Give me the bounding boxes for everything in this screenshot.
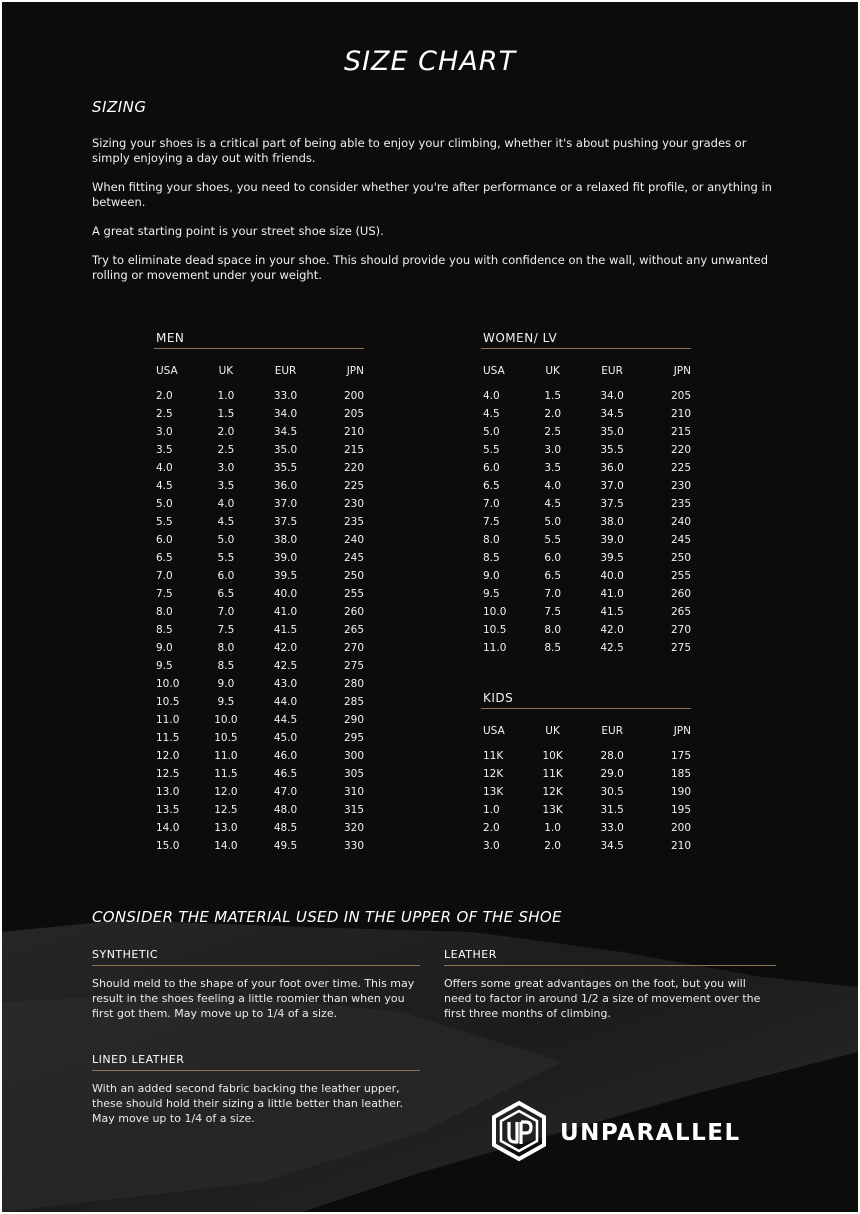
table-cell: 42.5 [600, 642, 624, 654]
intro-paragraph: Sizing your shoes is a critical part of being able to enjoy your climbing, whether it's about pushing your grades or simply enjoying a day out with friends. [92, 136, 747, 165]
table-cell: 35.0 [600, 426, 624, 438]
table-cell: 230 [670, 480, 691, 492]
table-cell: 41.0 [273, 606, 298, 618]
table-cell: 260 [343, 606, 364, 618]
table-cell: 29.0 [600, 768, 624, 780]
table-row [154, 603, 364, 621]
table-cell: 320 [343, 822, 364, 834]
table-cell: 45.0 [273, 732, 298, 744]
table-cell: 42.5 [273, 660, 298, 672]
intro-paragraph: A great starting point is your street shoe size (US). [92, 224, 384, 238]
table-cell: 14.0 [156, 822, 180, 834]
column-header: EUR [274, 365, 297, 377]
table-row [481, 747, 691, 765]
table-cell: 8.0 [544, 624, 562, 636]
column-header: JPN [346, 365, 364, 377]
table-row [481, 819, 691, 837]
table-cell: 39.0 [273, 552, 298, 564]
table-cell: 40.0 [600, 570, 624, 582]
table-cell: 305 [343, 768, 364, 780]
table-cell: 7.0 [217, 606, 235, 618]
table-row [154, 405, 364, 423]
divider [444, 965, 776, 966]
table-cell: 7.5 [544, 606, 562, 618]
table-cell: 10.0 [156, 678, 180, 690]
table-cell: 36.0 [273, 480, 298, 492]
table-row [154, 837, 364, 855]
table-cell: 33.0 [273, 390, 298, 402]
table-cell: 41.0 [600, 588, 624, 600]
table-cell: 10.5 [156, 696, 180, 708]
table-cell: 49.5 [273, 840, 298, 852]
table-cell: 46.0 [273, 750, 298, 762]
table-cell: 36.0 [600, 462, 624, 474]
table-cell: 175 [670, 750, 691, 762]
table-cell: 4.0 [483, 390, 500, 402]
table-cell: 38.0 [273, 534, 298, 546]
intro-paragraph: When fitting your shoes, you need to consider whether you're after performance or a relaxed fit profile, or anything in between. [92, 180, 772, 209]
lined-leather-material-block [92, 1053, 420, 1126]
table-cell: 5.5 [483, 444, 500, 456]
table-cell: 1.0 [217, 390, 235, 402]
table-cell: 13.5 [156, 804, 180, 816]
table-row [154, 441, 364, 459]
table-row [481, 783, 691, 801]
table-row [481, 531, 691, 549]
divider [92, 1070, 420, 1071]
table-cell: 12K [542, 786, 563, 798]
table-row [154, 693, 364, 711]
table-cell: 265 [670, 606, 691, 618]
column-header: USA [156, 365, 178, 377]
table-row [481, 603, 691, 621]
table-cell: 5.0 [544, 516, 562, 528]
table-cell: 42.0 [600, 624, 624, 636]
table-cell: 4.5 [156, 480, 173, 492]
table-cell: 11.5 [214, 768, 238, 780]
table-cell: 46.5 [273, 768, 298, 780]
table-cell: 215 [343, 444, 364, 456]
table-cell: 240 [343, 534, 364, 546]
table-cell: 10K [542, 750, 563, 762]
table-cell: 7.0 [483, 498, 500, 510]
table-cell: 11K [542, 768, 563, 780]
table-row [481, 801, 691, 819]
table-cell: 9.5 [156, 660, 173, 672]
table-cell: 3.5 [156, 444, 173, 456]
table-cell: 4.5 [217, 516, 235, 528]
table-cell: 41.5 [273, 624, 298, 636]
table-row [154, 621, 364, 639]
table-cell: 270 [670, 624, 691, 636]
column-header: JPN [673, 725, 691, 737]
table-cell: 2.0 [156, 390, 173, 402]
table-cell: 37.5 [273, 516, 298, 528]
table-cell: 48.5 [273, 822, 298, 834]
table-row [481, 765, 691, 783]
table-cell: 4.5 [483, 408, 500, 420]
leather-title: LEATHER [444, 948, 497, 961]
table-cell: 8.0 [217, 642, 235, 654]
kids-size-table [481, 725, 691, 855]
table-cell: 47.0 [273, 786, 298, 798]
table-cell: 12.0 [156, 750, 180, 762]
table-cell: 220 [343, 462, 364, 474]
table-cell: 200 [343, 390, 364, 402]
table-row [481, 621, 691, 639]
table-cell: 270 [343, 642, 364, 654]
table-cell: 240 [670, 516, 691, 528]
table-row [154, 513, 364, 531]
table-cell: 315 [343, 804, 364, 816]
table-cell: 275 [670, 642, 691, 654]
table-cell: 6.5 [217, 588, 235, 600]
table-cell: 15.0 [156, 840, 180, 852]
table-cell: 3.0 [217, 462, 235, 474]
women-size-table [481, 365, 691, 657]
table-row [481, 387, 691, 405]
table-cell: 35.5 [273, 462, 298, 474]
table-cell: 8.0 [156, 606, 173, 618]
table-cell: 285 [343, 696, 364, 708]
table-cell: 35.5 [600, 444, 624, 456]
table-cell: 235 [343, 516, 364, 528]
table-row [481, 495, 691, 513]
table-row [154, 711, 364, 729]
table-cell: 3.5 [544, 462, 562, 474]
women-table-title: WOMEN/ LV [483, 331, 558, 345]
table-row [154, 675, 364, 693]
table-cell: 48.0 [273, 804, 298, 816]
table-cell: 33.0 [600, 822, 624, 834]
size-chart-page [2, 2, 858, 1212]
synthetic-material-block [92, 948, 420, 1021]
table-cell: 9.5 [217, 696, 235, 708]
table-cell: 290 [343, 714, 364, 726]
column-header: UK [218, 365, 234, 377]
table-row [154, 567, 364, 585]
table-cell: 300 [343, 750, 364, 762]
table-cell: 8.5 [483, 552, 500, 564]
table-row [154, 531, 364, 549]
table-row [154, 819, 364, 837]
column-header: USA [483, 725, 505, 737]
table-row [154, 459, 364, 477]
table-cell: 275 [343, 660, 364, 672]
table-cell: 3.0 [156, 426, 173, 438]
table-cell: 4.0 [156, 462, 173, 474]
table-cell: 5.5 [156, 516, 173, 528]
table-row [154, 747, 364, 765]
table-cell: 245 [343, 552, 364, 564]
table-cell: 2.5 [217, 444, 235, 456]
table-cell: 4.5 [544, 498, 562, 510]
synthetic-title: SYNTHETIC [92, 948, 159, 961]
table-cell: 37.5 [600, 498, 624, 510]
table-cell: 210 [670, 408, 691, 420]
table-cell: 8.0 [483, 534, 500, 546]
sizing-intro [92, 136, 782, 297]
table-cell: 11.0 [483, 642, 507, 654]
table-cell: 39.0 [600, 534, 624, 546]
table-cell: 13.0 [214, 822, 238, 834]
men-size-table [154, 365, 364, 855]
table-cell: 3.0 [544, 444, 562, 456]
table-cell: 9.0 [156, 642, 173, 654]
table-cell: 34.5 [273, 426, 298, 438]
table-cell: 39.5 [600, 552, 624, 564]
table-cell: 34.5 [600, 408, 624, 420]
table-row [481, 405, 691, 423]
table-cell: 225 [670, 462, 691, 474]
table-cell: 11.5 [156, 732, 180, 744]
table-cell: 2.0 [483, 822, 500, 834]
table-cell: 215 [670, 426, 691, 438]
table-cell: 195 [670, 804, 691, 816]
lined-leather-description: With an added second fabric backing the leather upper, these should hold their sizing a little better than leather. May move up to 1/4 of a size. [92, 1082, 403, 1125]
table-cell: 255 [670, 570, 691, 582]
table-cell: 210 [343, 426, 364, 438]
table-cell: 200 [670, 822, 691, 834]
column-header: EUR [601, 725, 623, 737]
table-cell: 6.0 [544, 552, 562, 564]
table-cell: 2.5 [156, 408, 173, 420]
divider [154, 348, 364, 349]
table-cell: 41.5 [600, 606, 624, 618]
table-cell: 7.5 [483, 516, 500, 528]
table-cell: 310 [343, 786, 364, 798]
divider [92, 965, 420, 966]
table-cell: 8.5 [156, 624, 173, 636]
table-cell: 6.0 [483, 462, 500, 474]
sizing-heading: SIZING [92, 98, 147, 116]
table-cell: 11K [483, 750, 504, 762]
table-cell: 30.5 [600, 786, 624, 798]
table-cell: 5.0 [483, 426, 500, 438]
divider [481, 348, 691, 349]
table-cell: 7.0 [544, 588, 562, 600]
table-cell: 10.0 [214, 714, 238, 726]
column-header: UK [545, 365, 560, 377]
table-cell: 260 [670, 588, 691, 600]
table-cell: 185 [670, 768, 691, 780]
table-cell: 12.5 [156, 768, 180, 780]
table-row [154, 477, 364, 495]
table-cell: 40.0 [273, 588, 298, 600]
table-cell: 6.0 [156, 534, 173, 546]
materials-heading: CONSIDER THE MATERIAL USED IN THE UPPER OF THE SHOE [92, 908, 562, 926]
unparallel-hexagon-logo-icon [488, 1100, 550, 1162]
table-row [154, 495, 364, 513]
table-row [154, 549, 364, 567]
table-cell: 43.0 [273, 678, 298, 690]
table-cell: 230 [343, 498, 364, 510]
table-cell: 5.5 [544, 534, 562, 546]
table-cell: 13K [542, 804, 563, 816]
table-row [481, 837, 691, 855]
table-cell: 39.5 [273, 570, 298, 582]
table-cell: 13K [483, 786, 504, 798]
kids-table-title: KIDS [483, 691, 514, 705]
table-cell: 37.0 [600, 480, 624, 492]
table-cell: 10.5 [483, 624, 507, 636]
table-cell: 11.0 [156, 714, 180, 726]
table-cell: 225 [343, 480, 364, 492]
table-row [154, 729, 364, 747]
table-cell: 245 [670, 534, 691, 546]
table-cell: 6.5 [156, 552, 173, 564]
table-cell: 8.5 [544, 642, 562, 654]
intro-paragraph: Try to eliminate dead space in your shoe. This should provide you with confidence on the wall, without any unwanted rolling or movement under your weight. [92, 253, 769, 282]
table-cell: 11.0 [214, 750, 238, 762]
column-header: EUR [601, 365, 623, 377]
table-cell: 9.0 [483, 570, 500, 582]
table-cell: 330 [343, 840, 364, 852]
table-row [481, 423, 691, 441]
table-cell: 255 [343, 588, 364, 600]
table-cell: 12.5 [214, 804, 238, 816]
men-table-title: MEN [156, 331, 185, 345]
table-cell: 44.5 [273, 714, 298, 726]
table-cell: 34.5 [600, 840, 624, 852]
table-cell: 250 [670, 552, 691, 564]
brand-name: UNPARALLEL [560, 1120, 741, 1146]
table-row [154, 801, 364, 819]
table-cell: 210 [670, 840, 691, 852]
table-cell: 10.5 [214, 732, 238, 744]
table-cell: 34.0 [273, 408, 298, 420]
table-row [481, 549, 691, 567]
page-title: SIZE CHART [343, 46, 517, 77]
table-cell: 35.0 [273, 444, 298, 456]
table-cell: 42.0 [273, 642, 298, 654]
table-cell: 7.5 [217, 624, 235, 636]
table-cell: 9.5 [483, 588, 500, 600]
table-cell: 235 [670, 498, 691, 510]
table-cell: 12.0 [214, 786, 238, 798]
table-cell: 3.0 [483, 840, 500, 852]
table-row [481, 639, 691, 657]
table-cell: 5.0 [217, 534, 235, 546]
table-cell: 12K [483, 768, 504, 780]
table-row [481, 567, 691, 585]
leather-description: Offers some great advantages on the foot, but you will need to factor in around 1/2 a size of movement over the first three months of climbing. [444, 977, 761, 1020]
table-cell: 5.0 [156, 498, 173, 510]
table-cell: 38.0 [600, 516, 624, 528]
table-cell: 265 [343, 624, 364, 636]
lined-leather-title: LINED LEATHER [92, 1053, 185, 1066]
table-row [481, 459, 691, 477]
table-row [154, 585, 364, 603]
women-size-table-block [481, 331, 691, 657]
table-cell: 6.0 [217, 570, 235, 582]
table-cell: 13.0 [156, 786, 180, 798]
table-cell: 250 [343, 570, 364, 582]
divider [481, 708, 691, 709]
table-cell: 280 [343, 678, 364, 690]
men-size-table-block [154, 331, 364, 855]
table-cell: 2.0 [544, 408, 562, 420]
table-cell: 1.0 [544, 822, 561, 834]
brand-logo [488, 1100, 778, 1162]
table-cell: 4.0 [217, 498, 235, 510]
table-cell: 7.5 [156, 588, 173, 600]
table-cell: 8.5 [217, 660, 235, 672]
table-cell: 44.0 [273, 696, 298, 708]
table-row [154, 765, 364, 783]
kids-size-table-block [481, 691, 691, 855]
table-row [154, 423, 364, 441]
column-header: JPN [673, 365, 691, 377]
synthetic-description: Should meld to the shape of your foot over time. This may result in the shoes feeling a little roomier than when you first got them. May move up to 1/4 of a size. [92, 977, 415, 1020]
table-cell: 4.0 [544, 480, 562, 492]
table-cell: 205 [670, 390, 691, 402]
table-cell: 34.0 [600, 390, 624, 402]
table-cell: 9.0 [217, 678, 235, 690]
table-cell: 295 [343, 732, 364, 744]
table-cell: 2.0 [217, 426, 235, 438]
table-cell: 1.5 [217, 408, 235, 420]
table-cell: 28.0 [600, 750, 624, 762]
table-cell: 3.5 [217, 480, 235, 492]
table-row [481, 441, 691, 459]
table-cell: 190 [670, 786, 691, 798]
table-row [154, 639, 364, 657]
leather-material-block [444, 948, 776, 1021]
table-cell: 6.5 [544, 570, 562, 582]
table-cell: 5.5 [217, 552, 235, 564]
table-cell: 2.0 [544, 840, 561, 852]
table-cell: 1.0 [483, 804, 500, 816]
table-cell: 1.5 [544, 390, 562, 402]
column-header: USA [483, 365, 505, 377]
table-cell: 220 [670, 444, 691, 456]
table-cell: 2.5 [544, 426, 562, 438]
column-header: UK [545, 725, 560, 737]
table-cell: 14.0 [214, 840, 238, 852]
table-cell: 37.0 [273, 498, 298, 510]
table-cell: 10.0 [483, 606, 507, 618]
table-row [154, 657, 364, 675]
table-row [481, 585, 691, 603]
table-row [154, 387, 364, 405]
table-row [481, 513, 691, 531]
table-cell: 205 [343, 408, 364, 420]
table-row [154, 783, 364, 801]
table-cell: 31.5 [600, 804, 624, 816]
table-cell: 7.0 [156, 570, 173, 582]
table-row [481, 477, 691, 495]
table-cell: 6.5 [483, 480, 500, 492]
